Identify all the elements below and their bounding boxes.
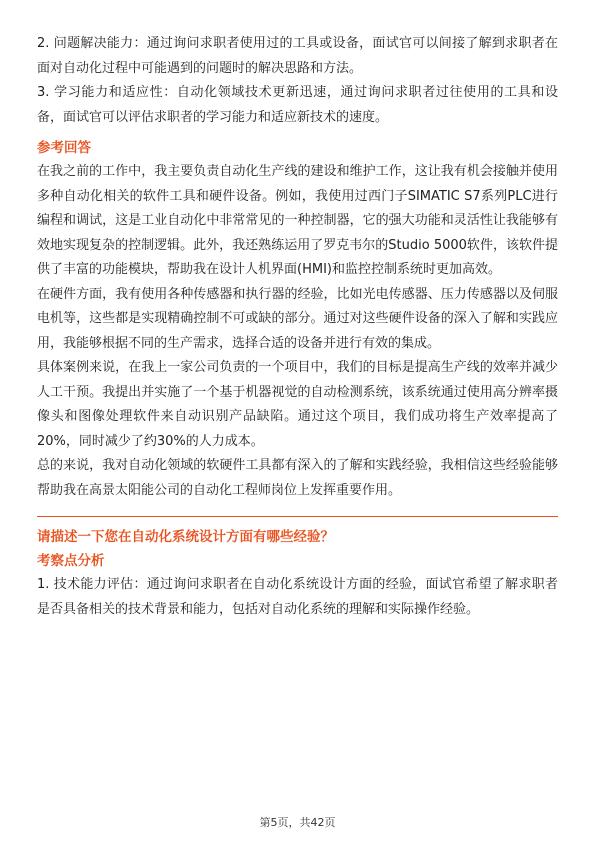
analysis-heading: 考察点分析 bbox=[37, 553, 105, 569]
section-divider bbox=[37, 516, 558, 517]
answer-paragraph-3: 具体案例来说，在我上一家公司负责的一个项目中，我们的目标是提高生产线的效率并减少人工干预。我提出并实施了一个基于机器视觉的自动检测系统，该系统通过使用高分辨率摄像头和图像处理软件来自动识别产品缺陷。通过这个项目，我们成功将生产效率提高了20%，同时减少了约30%的人力成本。 bbox=[37, 360, 558, 449]
answer-paragraph-2: 在硬件方面，我有使用各种传感器和执行器的经验，比如光电传感器、压力传感器以及伺服电机等，这些都是实现精确控制不可或缺的部分。通过对这些硬件设备的深入了解和实践应用，我能够根据不同的生产需求，选择合适的设备并进行有效的集成。 bbox=[37, 286, 558, 351]
page-number-footer: 第5页，共42页 bbox=[259, 816, 336, 829]
intro-point-3: 3. 学习能力和适应性：自动化领域技术更新迅速，通过询问求职者过往使用的工具和设备，面试官可以评估求职者的学习能力和适应新技术的速度。 bbox=[37, 85, 558, 125]
answer-paragraph-4: 总的来说，我对自动化领域的软硬件工具都有深入的了解和实践经验，我相信这些经验能够帮助我在高景太阳能公司的自动化工程师岗位上发挥重要作用。 bbox=[37, 458, 558, 498]
analysis-point-1: 1. 技术能力评估：通过询问求职者在自动化系统设计方面的经验，面试官希望了解求职者是否具备相关的技术背景和能力，包括对自动化系统的理解和实际操作经验。 bbox=[37, 577, 558, 617]
answer-heading: 参考回答 bbox=[37, 140, 91, 156]
answer-paragraph-1: 在我之前的工作中，我主要负责自动化生产线的建设和维护工作，这让我有机会接触并使用多种自动化相关的软件工具和硬件设备。例如，我使用过西门子SIMATIC S7系列PLC进行编程和调试，这是工业自动化中非常常见的一种控制器，它的强大功能和灵活性让我能够有效地实现复杂的控制逻辑。此外，我还熟练运用了罗克韦尔的Studio 5000软件，该软件提供了丰富的功能模块，帮助我在设计人机界面(HMI)和监控控制系统时更加高效。 bbox=[37, 164, 558, 277]
intro-point-2: 2. 问题解决能力：通过询问求职者使用过的工具或设备，面试官可以间接了解到求职者在面对自动化过程中可能遇到的问题时的解决思路和方法。 bbox=[37, 36, 558, 76]
next-question: 请描述一下您在自动化系统设计方面有哪些经验？ bbox=[37, 529, 334, 545]
